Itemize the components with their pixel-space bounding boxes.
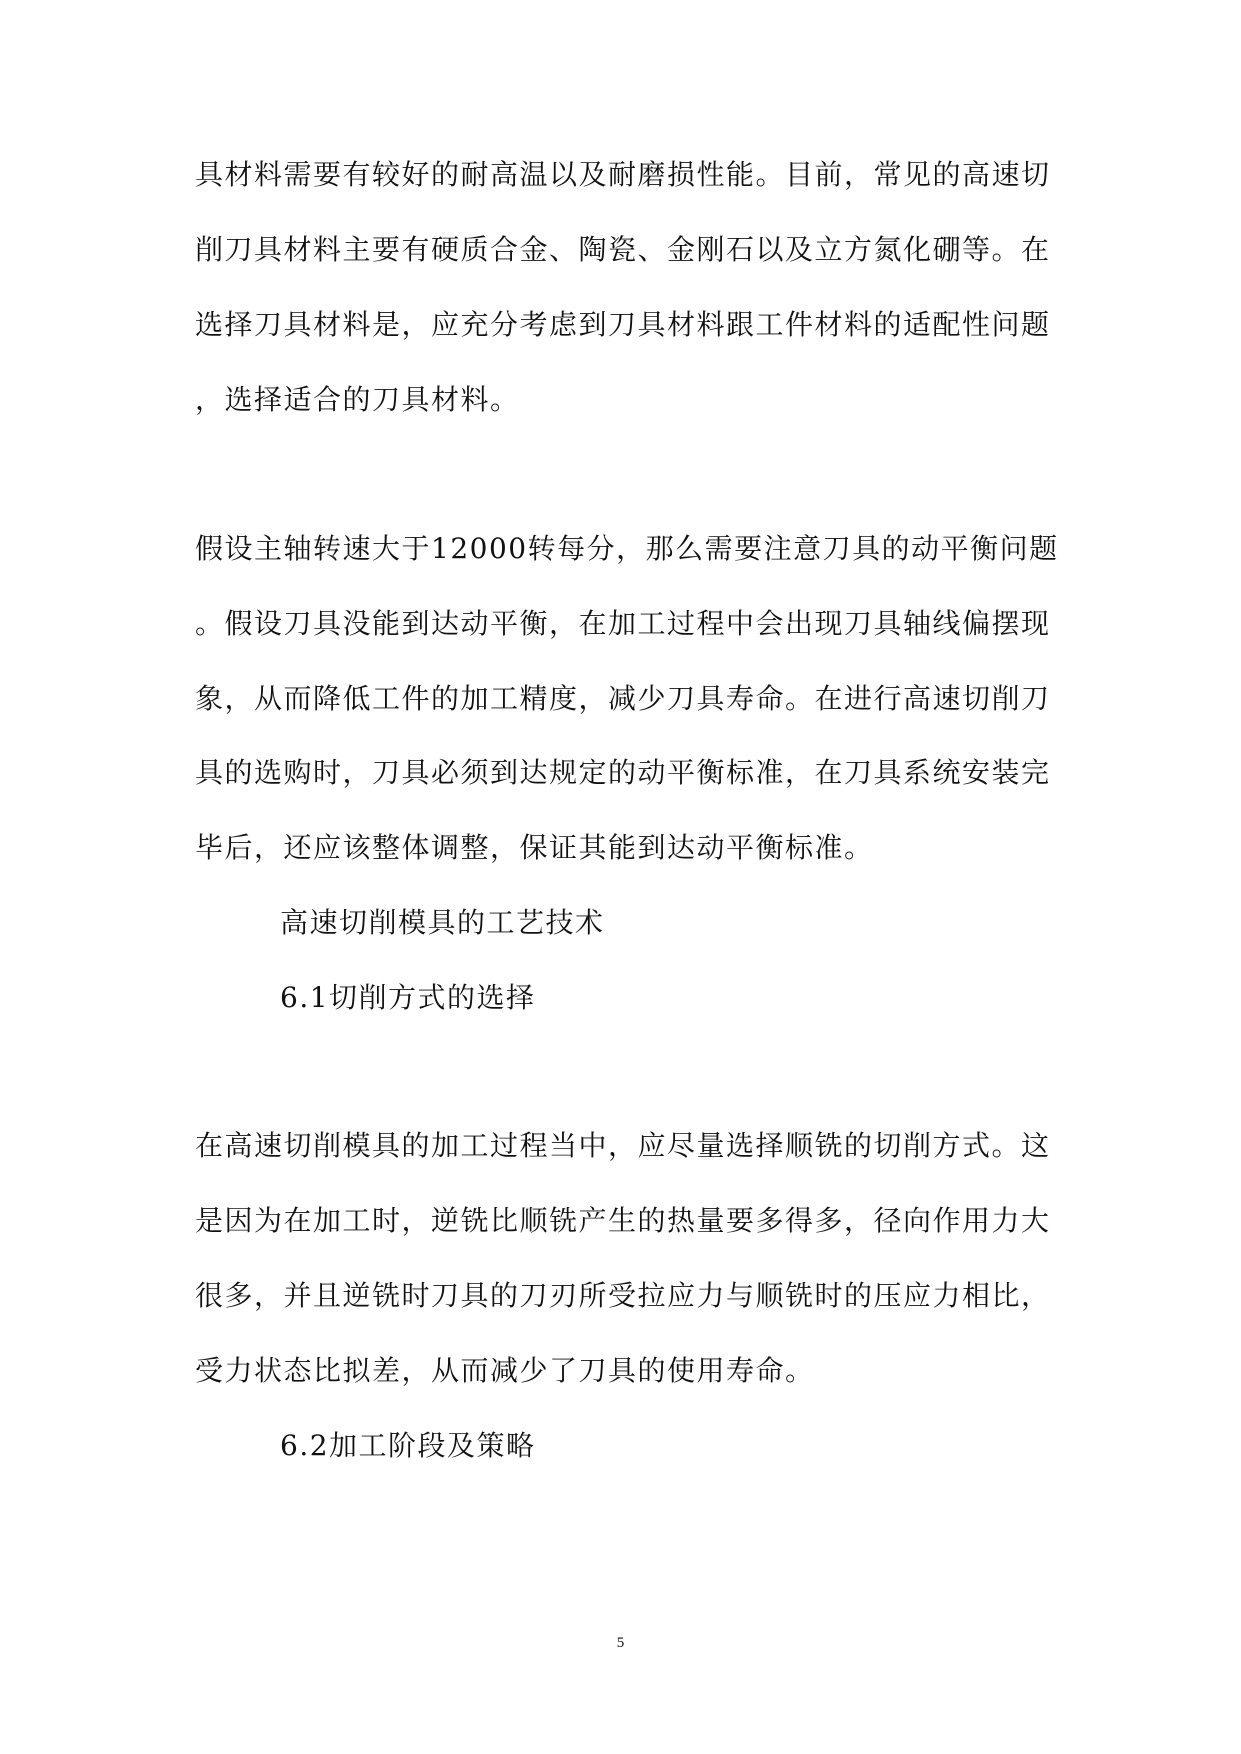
paragraph-1-line-2: 削刀具材料主要有硬质合金、陶瓷、金刚石以及立方氮化硼等。在 xyxy=(195,233,1051,266)
paragraph-2-line-1: 假设主轴转速大于12000转每分，那么需要注意刀具的动平衡问题 xyxy=(195,532,1059,565)
subsection-heading-6-2: 6.2加工阶段及策略 xyxy=(280,1429,536,1462)
paragraph-2-line-5: 毕后，还应该整体调整，保证其能到达动平衡标准。 xyxy=(195,831,874,864)
paragraph-3-line-2: 是因为在加工时，逆铣比顺铣产生的热量要多得多，径向作用力大 xyxy=(195,1204,1051,1237)
paragraph-2-line-3: 象，从而降低工件的加工精度，减少刀具寿命。在进行高速切削刀 xyxy=(195,682,1051,715)
paragraph-1-line-1: 具材料需要有较好的耐高温以及耐磨损性能。目前，常见的高速切 xyxy=(195,158,1051,191)
section-heading: 高速切削模具的工艺技术 xyxy=(280,906,605,939)
paragraph-1-line-3: 选择刀具材料是，应充分考虑到刀具材料跟工件材料的适配性问题 xyxy=(195,308,1051,341)
paragraph-3-line-4: 受力状态比拟差，从而减少了刀具的使用寿命。 xyxy=(195,1354,815,1387)
page-number: 5 xyxy=(616,1635,625,1651)
paragraph-3-line-1: 在高速切削模具的加工过程当中，应尽量选择顺铣的切削方式。这 xyxy=(195,1129,1051,1162)
paragraph-2-line-2: 。假设刀具没能到达动平衡，在加工过程中会出现刀具轴线偏摆现 xyxy=(195,607,1051,640)
paragraph-3-line-3: 很多，并且逆铣时刀具的刀刃所受拉应力与顺铣时的压应力相比， xyxy=(195,1279,1051,1312)
paragraph-1-line-4: ，选择适合的刀具材料。 xyxy=(195,383,520,416)
subsection-heading-6-1: 6.1切削方式的选择 xyxy=(280,981,536,1014)
paragraph-2-line-4: 具的选购时，刀具必须到达规定的动平衡标准，在刀具系统安装完 xyxy=(195,756,1051,789)
